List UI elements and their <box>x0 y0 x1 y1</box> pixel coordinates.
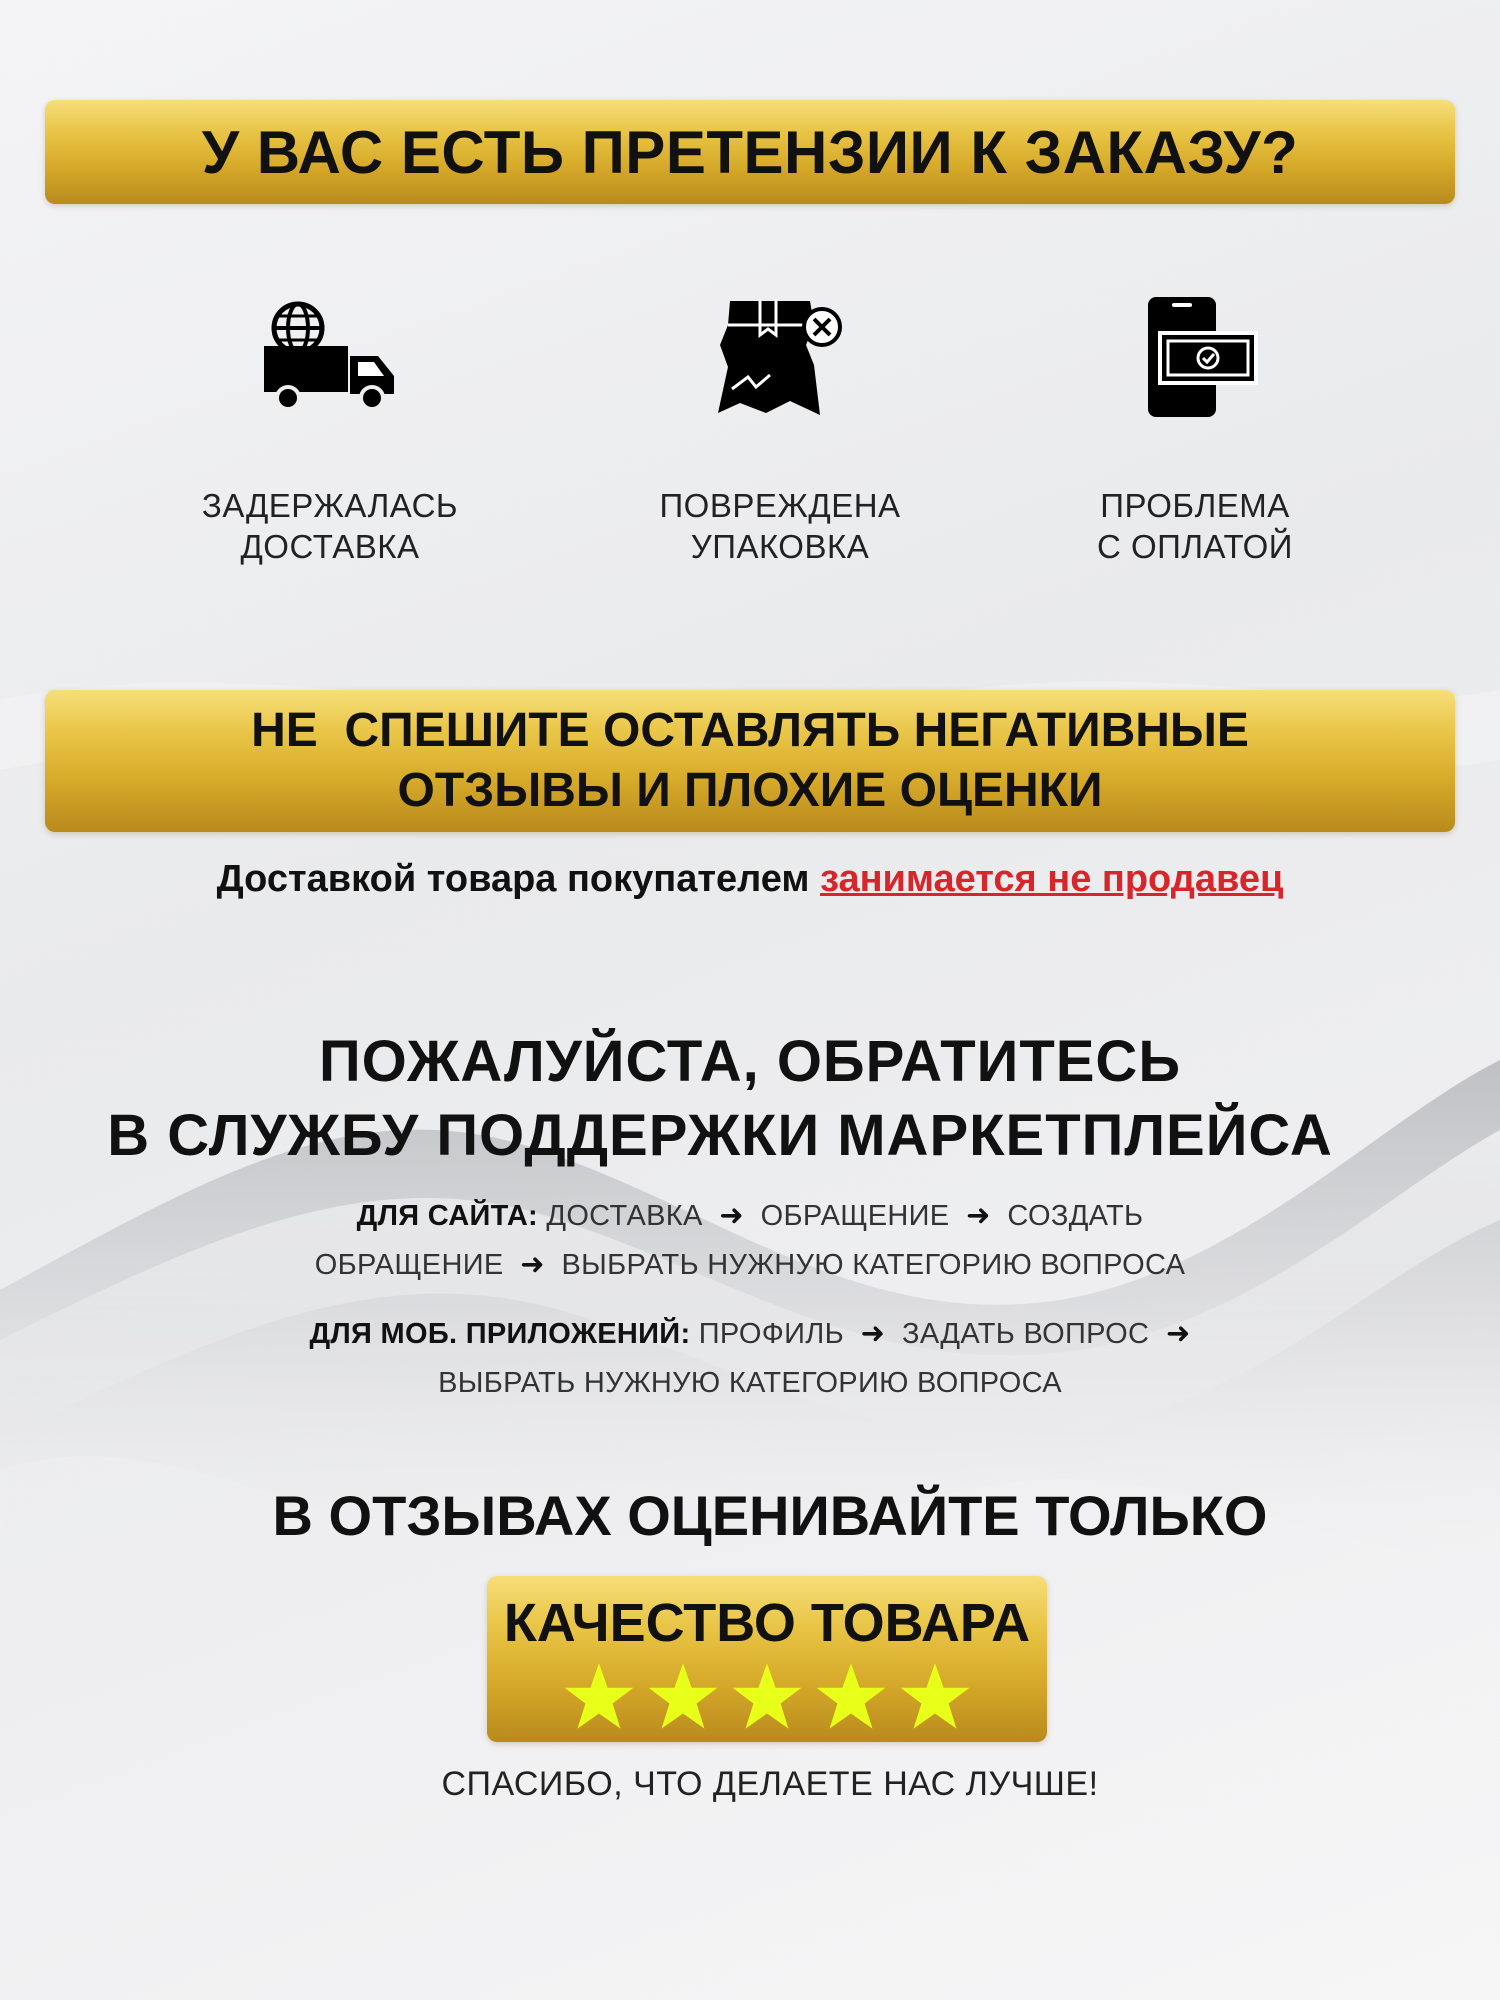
note-highlight: занимается не продавец <box>820 858 1284 900</box>
site-step: ОБРАЩЕНИЕ <box>760 1200 950 1232</box>
rating-heading: В ОТЗЫВАХ ОЦЕНИВАЙТЕ ТОЛЬКО <box>272 1484 1268 1547</box>
support-heading <box>0 1025 1440 1173</box>
warning-line-2: ОТЗЫВЫ И ПЛОХИЕ ОЦЕНКИ <box>397 764 1103 817</box>
damaged-box-icon <box>610 295 950 420</box>
app-step: ПРОФИЛЬ <box>698 1318 844 1350</box>
issue-delivery-delay <box>160 295 500 567</box>
phone-payment-icon <box>1025 295 1365 420</box>
app-path-label: ДЛЯ МОБ. ПРИЛОЖЕНИЙ: <box>309 1318 691 1350</box>
site-step: ВЫБРАТЬ НУЖНУЮ КАТЕГОРИЮ ВОПРОСА <box>561 1249 1186 1281</box>
arrow-right-icon: ➜ <box>710 1200 753 1232</box>
arrow-right-icon: ➜ <box>1157 1318 1191 1350</box>
star-rating <box>563 1662 971 1730</box>
issue-damaged-package <box>610 295 950 567</box>
app-path <box>0 1310 1500 1408</box>
issue-label: ПРОБЛЕМА С ОПЛАТОЙ <box>1096 487 1294 565</box>
warning-line-1: НЕ СПЕШИТЕ ОСТАВЛЯТЬ НЕГАТИВНЫЕ <box>251 704 1249 757</box>
thanks-text: СПАСИБО, ЧТО ДЕЛАЕТЕ НАС ЛУЧШЕ! <box>441 1765 1099 1803</box>
header-title: У ВАС ЕСТЬ ПРЕТЕНЗИИ К ЗАКАЗУ? <box>201 118 1299 186</box>
issue-label: ПОВРЕЖДЕНА УПАКОВКА <box>659 487 901 565</box>
app-step: ЗАДАТЬ ВОПРОС <box>902 1318 1150 1350</box>
warning-banner <box>45 690 1455 832</box>
quality-badge <box>487 1576 1047 1742</box>
site-step: СОЗДАТЬ <box>1007 1200 1144 1232</box>
quality-label: КАЧЕСТВО ТОВАРА <box>503 1593 1031 1653</box>
arrow-right-icon: ➜ <box>852 1318 894 1350</box>
support-line-2: В СЛУЖБУ ПОДДЕРЖКИ МАРКЕТПЛЕЙСА <box>107 1103 1333 1168</box>
app-step: ВЫБРАТЬ НУЖНУЮ КАТЕГОРИЮ ВОПРОСА <box>438 1367 1062 1399</box>
star-icon <box>647 1662 719 1730</box>
star-icon <box>563 1662 635 1730</box>
issue-label: ЗАДЕРЖАЛАСЬ ДОСТАВКА <box>201 487 459 565</box>
delivery-note <box>0 858 1500 901</box>
header-banner <box>45 100 1455 204</box>
site-path <box>0 1192 1500 1290</box>
site-step: ОБРАЩЕНИЕ <box>314 1249 504 1281</box>
issue-payment-problem <box>1025 295 1365 567</box>
site-path-label: ДЛЯ САЙТА: <box>356 1200 539 1232</box>
note-text: Доставкой товара покупателем <box>216 858 821 900</box>
star-icon <box>731 1662 803 1730</box>
delivery-truck-globe-icon <box>160 295 500 420</box>
star-icon <box>899 1662 971 1730</box>
star-icon <box>815 1662 887 1730</box>
site-step: ДОСТАВКА <box>546 1200 703 1232</box>
arrow-right-icon: ➜ <box>957 1200 1000 1232</box>
arrow-right-icon: ➜ <box>511 1249 554 1281</box>
support-line-1: ПОЖАЛУЙСТА, ОБРАТИТЕСЬ <box>318 1029 1182 1094</box>
